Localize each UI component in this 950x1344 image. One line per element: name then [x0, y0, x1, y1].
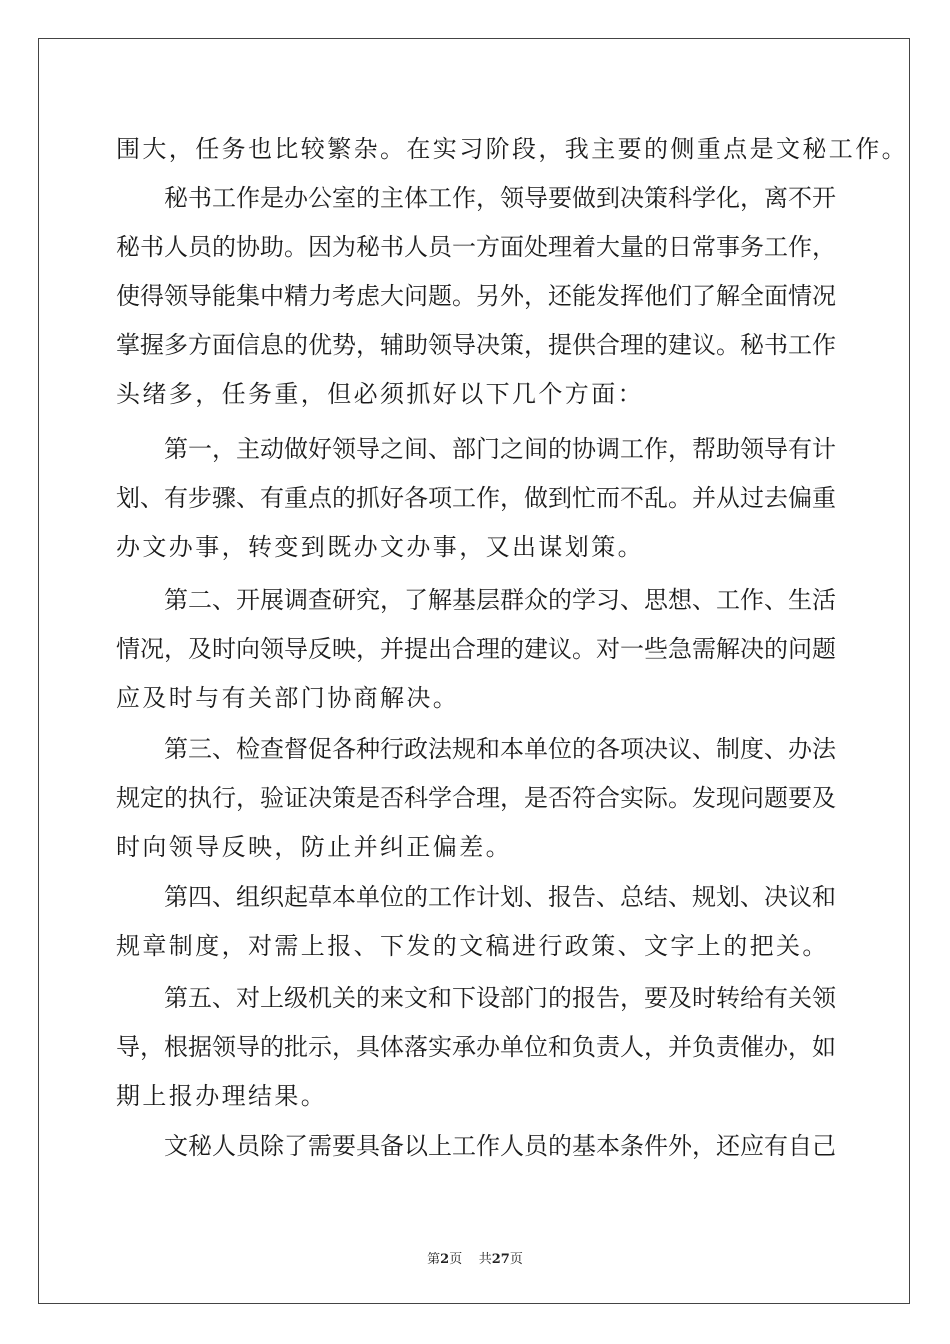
body-line-6: 头绪多，任务重，但必须抓好以下几个方面：	[116, 380, 644, 408]
body-line-9: 办文办事，转变到既办文办事，又出谋划策。	[116, 533, 644, 561]
body-line-2: 秘书工作是办公室的主体工作，领导要做到决策科学化，离不开	[116, 184, 836, 212]
page-suffix: 页	[449, 1252, 463, 1267]
body-line-10: 第二、开展调查研究，了解基层群众的学习、思想、工作、生活	[116, 586, 836, 614]
total-pages: 27	[491, 1252, 510, 1267]
body-line-15: 时向领导反映，防止并纠正偏差。	[116, 833, 512, 861]
total-suffix: 页	[509, 1252, 523, 1267]
body-line-19: 导，根据领导的批示，具体落实承办单位和负责人，并负责催办，如	[116, 1033, 836, 1061]
page-prefix: 第	[427, 1252, 441, 1267]
body-line-11: 情况，及时向领导反映，并提出合理的建议。对一些急需解决的问题	[116, 635, 836, 663]
body-line-7: 第一，主动做好领导之间、部门之间的协调工作，帮助领导有计	[116, 435, 836, 463]
page-footer	[0, 1248, 950, 1267]
body-line-13: 第三、检查督促各种行政法规和本单位的各项决议、制度、办法	[116, 735, 836, 763]
body-line-8: 划、有步骤、有重点的抓好各项工作，做到忙而不乱。并从过去偏重	[116, 484, 836, 512]
body-line-14: 规定的执行，验证决策是否科学合理，是否符合实际。发现问题要及	[116, 784, 836, 812]
total-prefix: 共	[478, 1252, 492, 1267]
body-line-16: 第四、组织起草本单位的工作计划、报告、总结、规划、决议和	[116, 883, 836, 911]
body-line-17: 规章制度，对需上报、下发的文稿进行政策、文字上的把关。	[116, 932, 829, 960]
body-line-1: 围大，任务也比较繁杂。在实习阶段，我主要的侧重点是文秘工作。	[116, 135, 908, 163]
body-line-12: 应及时与有关部门协商解决。	[116, 684, 460, 712]
page-border	[38, 38, 910, 1304]
body-line-5: 掌握多方面信息的优势，辅助领导决策，提供合理的建议。秘书工作	[116, 331, 836, 359]
body-line-3: 秘书人员的协助。因为秘书人员一方面处理着大量的日常事务工作，	[116, 233, 836, 261]
body-line-18: 第五、对上级机关的来文和下设部门的报告，要及时转给有关领	[116, 984, 836, 1012]
body-line-20: 期上报办理结果。	[116, 1082, 328, 1110]
page-number: 2	[440, 1252, 450, 1267]
body-line-4: 使得领导能集中精力考虑大问题。另外，还能发挥他们了解全面情况	[116, 282, 836, 310]
body-line-21: 文秘人员除了需要具备以上工作人员的基本条件外，还应有自己	[116, 1132, 836, 1160]
